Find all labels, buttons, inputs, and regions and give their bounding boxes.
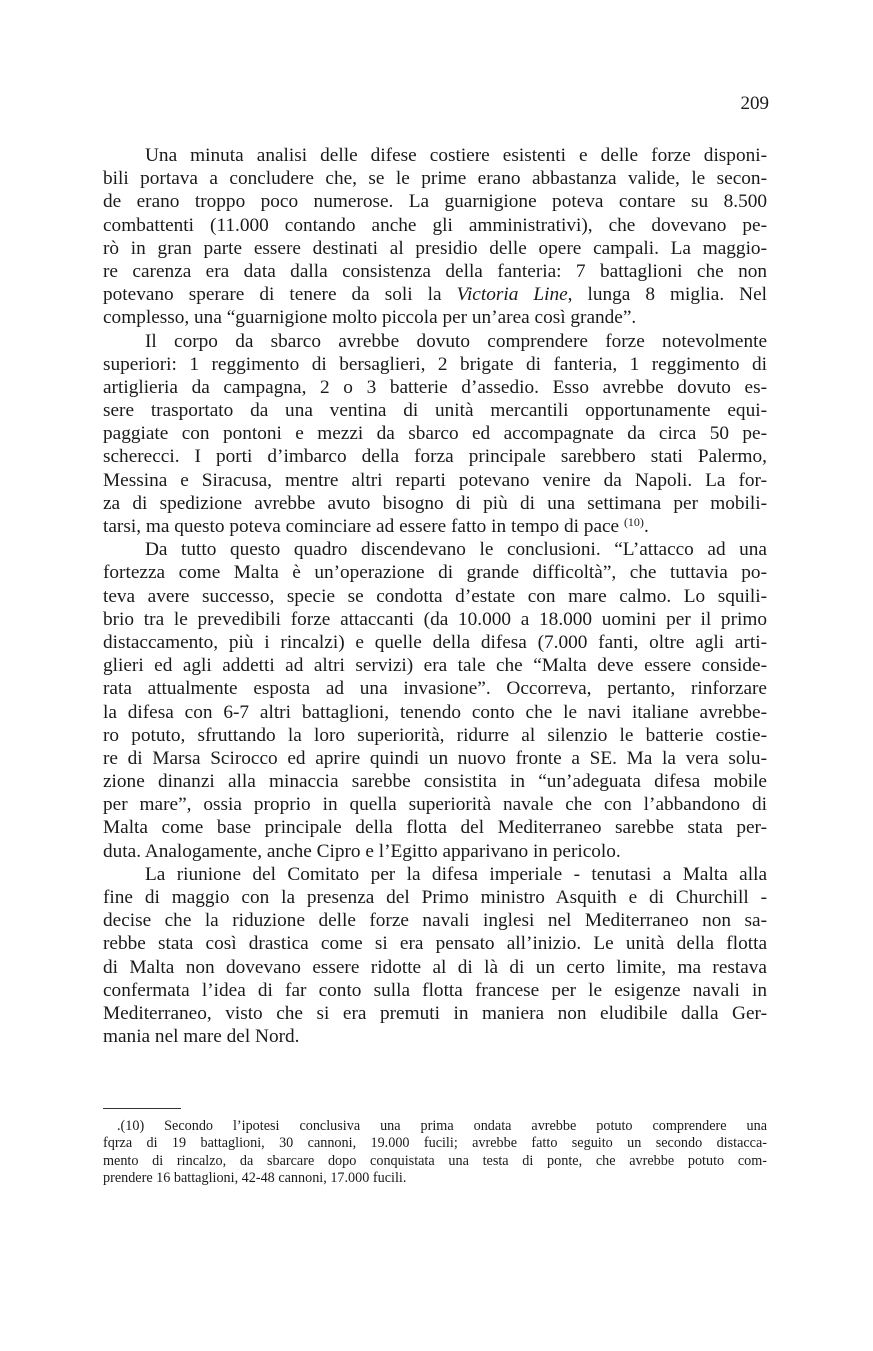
text-line: confermata l’idea di far conto sulla flotta francese per le esigenze navali in (103, 979, 767, 1001)
text-line: complesso, una “guarnigione molto piccola per un’area così grande”. (103, 307, 637, 329)
footnote-line: mento di rincalzo, da sbarcare dopo conquistata una testa di ponte, che avrebbe potuto com- (103, 1152, 767, 1169)
text-line: fine di maggio con la presenza del Primo ministro Asquith e di Churchill - (103, 887, 767, 908)
text-line: re di Marsa Scirocco ed aprire quindi un nuovo fronte a SE. Ma la vera solu- (103, 747, 767, 769)
footnote-10 (103, 1118, 767, 1187)
text-line: Messina e Siracusa, mentre altri reparti potevano venire da Napoli. La for- (103, 469, 767, 491)
text-line-with-footnote-ref (103, 515, 767, 538)
text-line: mania nel mare del Nord. (103, 1026, 300, 1048)
footnote-divider (103, 1108, 181, 1109)
text-line: zione dinanzi alla minaccia sarebbe consistita in “un’adeguata difesa mobile (103, 771, 767, 793)
text-line: rata attualmente esposta ad una invasione”. Occorreva, pertanto, rinforzare (103, 678, 767, 700)
paragraph-3 (103, 538, 767, 863)
text-segment: potevano sperare di tenere da soli la (103, 284, 457, 306)
text-line: per mare”, ossia proprio in quella superiorità navale che con l’abbandono di (103, 794, 767, 816)
text-line: Una minuta analisi delle difese costiere esistenti e delle forze disponi- (145, 145, 767, 166)
paragraph-2 (103, 330, 767, 539)
footnote-line: prendere 16 battaglioni, 42-48 cannoni, 17.000 fucili. (103, 1169, 407, 1186)
paragraph-1 (103, 144, 767, 330)
text-line: bili portava a concludere che, se le prime erano abbastanza valide, le secon- (103, 168, 767, 190)
text-line: Mediterraneo, visto che si era premuti in maniera non eludibile dalla Ger- (103, 1002, 767, 1024)
text-line: rebbe stata così drastica come si era pensato all’inizio. Le unità della flotta (103, 933, 767, 955)
text-line: artiglieria da campagna, 2 o 3 batterie d’assedio. Esso avrebbe dovuto es- (103, 376, 767, 398)
text-line: scherecci. I porti d’imbarco della forza principale sarebbero stati Palermo, (103, 446, 767, 468)
text-line-with-italic (103, 283, 767, 306)
text-line: superiori: 1 reggimento di bersaglieri, 2 brigate di fanteria, 1 reggimento di (103, 353, 767, 375)
footnote-line: .(10) Secondo l’ipotesi conclusiva una prima ondata avrebbe potuto comprendere una (117, 1118, 767, 1134)
text-line: de erano troppo poco numerose. La guarnigione poteva contare su 8.500 (103, 191, 767, 213)
text-line: la difesa con 6-7 altri battaglioni, tenendo conto che le navi italiane avrebbe- (103, 701, 767, 723)
text-line: Il corpo da sbarco avrebbe dovuto comprendere forze notevolmente (145, 330, 767, 352)
text-line: duta. Analogamente, anche Cipro e l’Egitto apparivano in pericolo. (103, 840, 621, 862)
page-number: 209 (740, 93, 769, 114)
text-line: combattenti (11.000 contando anche gli amministrativi), che dovevano pe- (103, 214, 767, 236)
text-line: rò in gran parte essere destinati al presidio delle opere campali. La maggio- (103, 237, 767, 259)
text-line: teva avere successo, specie se condotta d’estate con mare calmo. Lo squili- (103, 585, 767, 607)
body-text (103, 144, 767, 1048)
paragraph-4 (103, 863, 767, 1049)
text-line: paggiate con pontoni e mezzi da sbarco ed accompagnate da circa 50 pe- (103, 423, 767, 445)
text-line: di Malta non dovevano essere ridotte al di là di un certo limite, ma restava (103, 956, 767, 978)
text-line: decise che la riduzione delle forze navali inglesi nel Mediterraneo non sa- (103, 910, 767, 932)
italic-term: Victoria Line (456, 284, 568, 306)
text-line: glieri ed agli addetti ad altri servizi) era tale che “Malta deve essere conside- (103, 655, 767, 677)
text-line: sere trasportato da una ventina di unità mercantili opportunamente equi- (103, 400, 767, 422)
text-line: distaccamento, più i rincalzi) e quelle della difesa (7.000 fanti, oltre agli arti- (103, 631, 767, 653)
text-line: Da tutto questo quadro discendevano le conclusioni. “L’attacco ad una (145, 539, 767, 561)
text-line: re carenza era data dalla consistenza della fanteria: 7 battaglioni che non (103, 260, 767, 282)
text-line: za di spedizione avrebbe avuto bisogno di più di una settimana per mobili- (103, 492, 767, 514)
text-segment: tarsi, ma questo poteva cominciare ad essere fatto in tempo di pace (103, 516, 624, 537)
text-segment: , lunga 8 miglia. Nel (567, 284, 768, 306)
text-line: fortezza come Malta è un’operazione di grande difficoltà”, che tuttavia po- (103, 562, 767, 584)
footnote-line: fqrza di 19 battaglioni, 30 cannoni, 19.000 fucili; avrebbe fatto seguito un secondo distacca- (103, 1135, 767, 1152)
text-line: Malta come base principale della flotta del Mediterraneo sarebbe stata per- (103, 817, 767, 839)
text-segment: . (643, 516, 649, 537)
text-line: ro potuto, sfruttando la loro superiorità, ridurre al silenzio le batterie costie- (103, 724, 767, 746)
text-line: La riunione del Comitato per la difesa imperiale - tenutasi a Malta alla (145, 863, 767, 885)
text-line: brio tra le prevedibili forze attaccanti (da 10.000 a 18.000 uomini per il primo (103, 608, 767, 630)
footnote-reference[interactable]: (10) (623, 515, 644, 529)
